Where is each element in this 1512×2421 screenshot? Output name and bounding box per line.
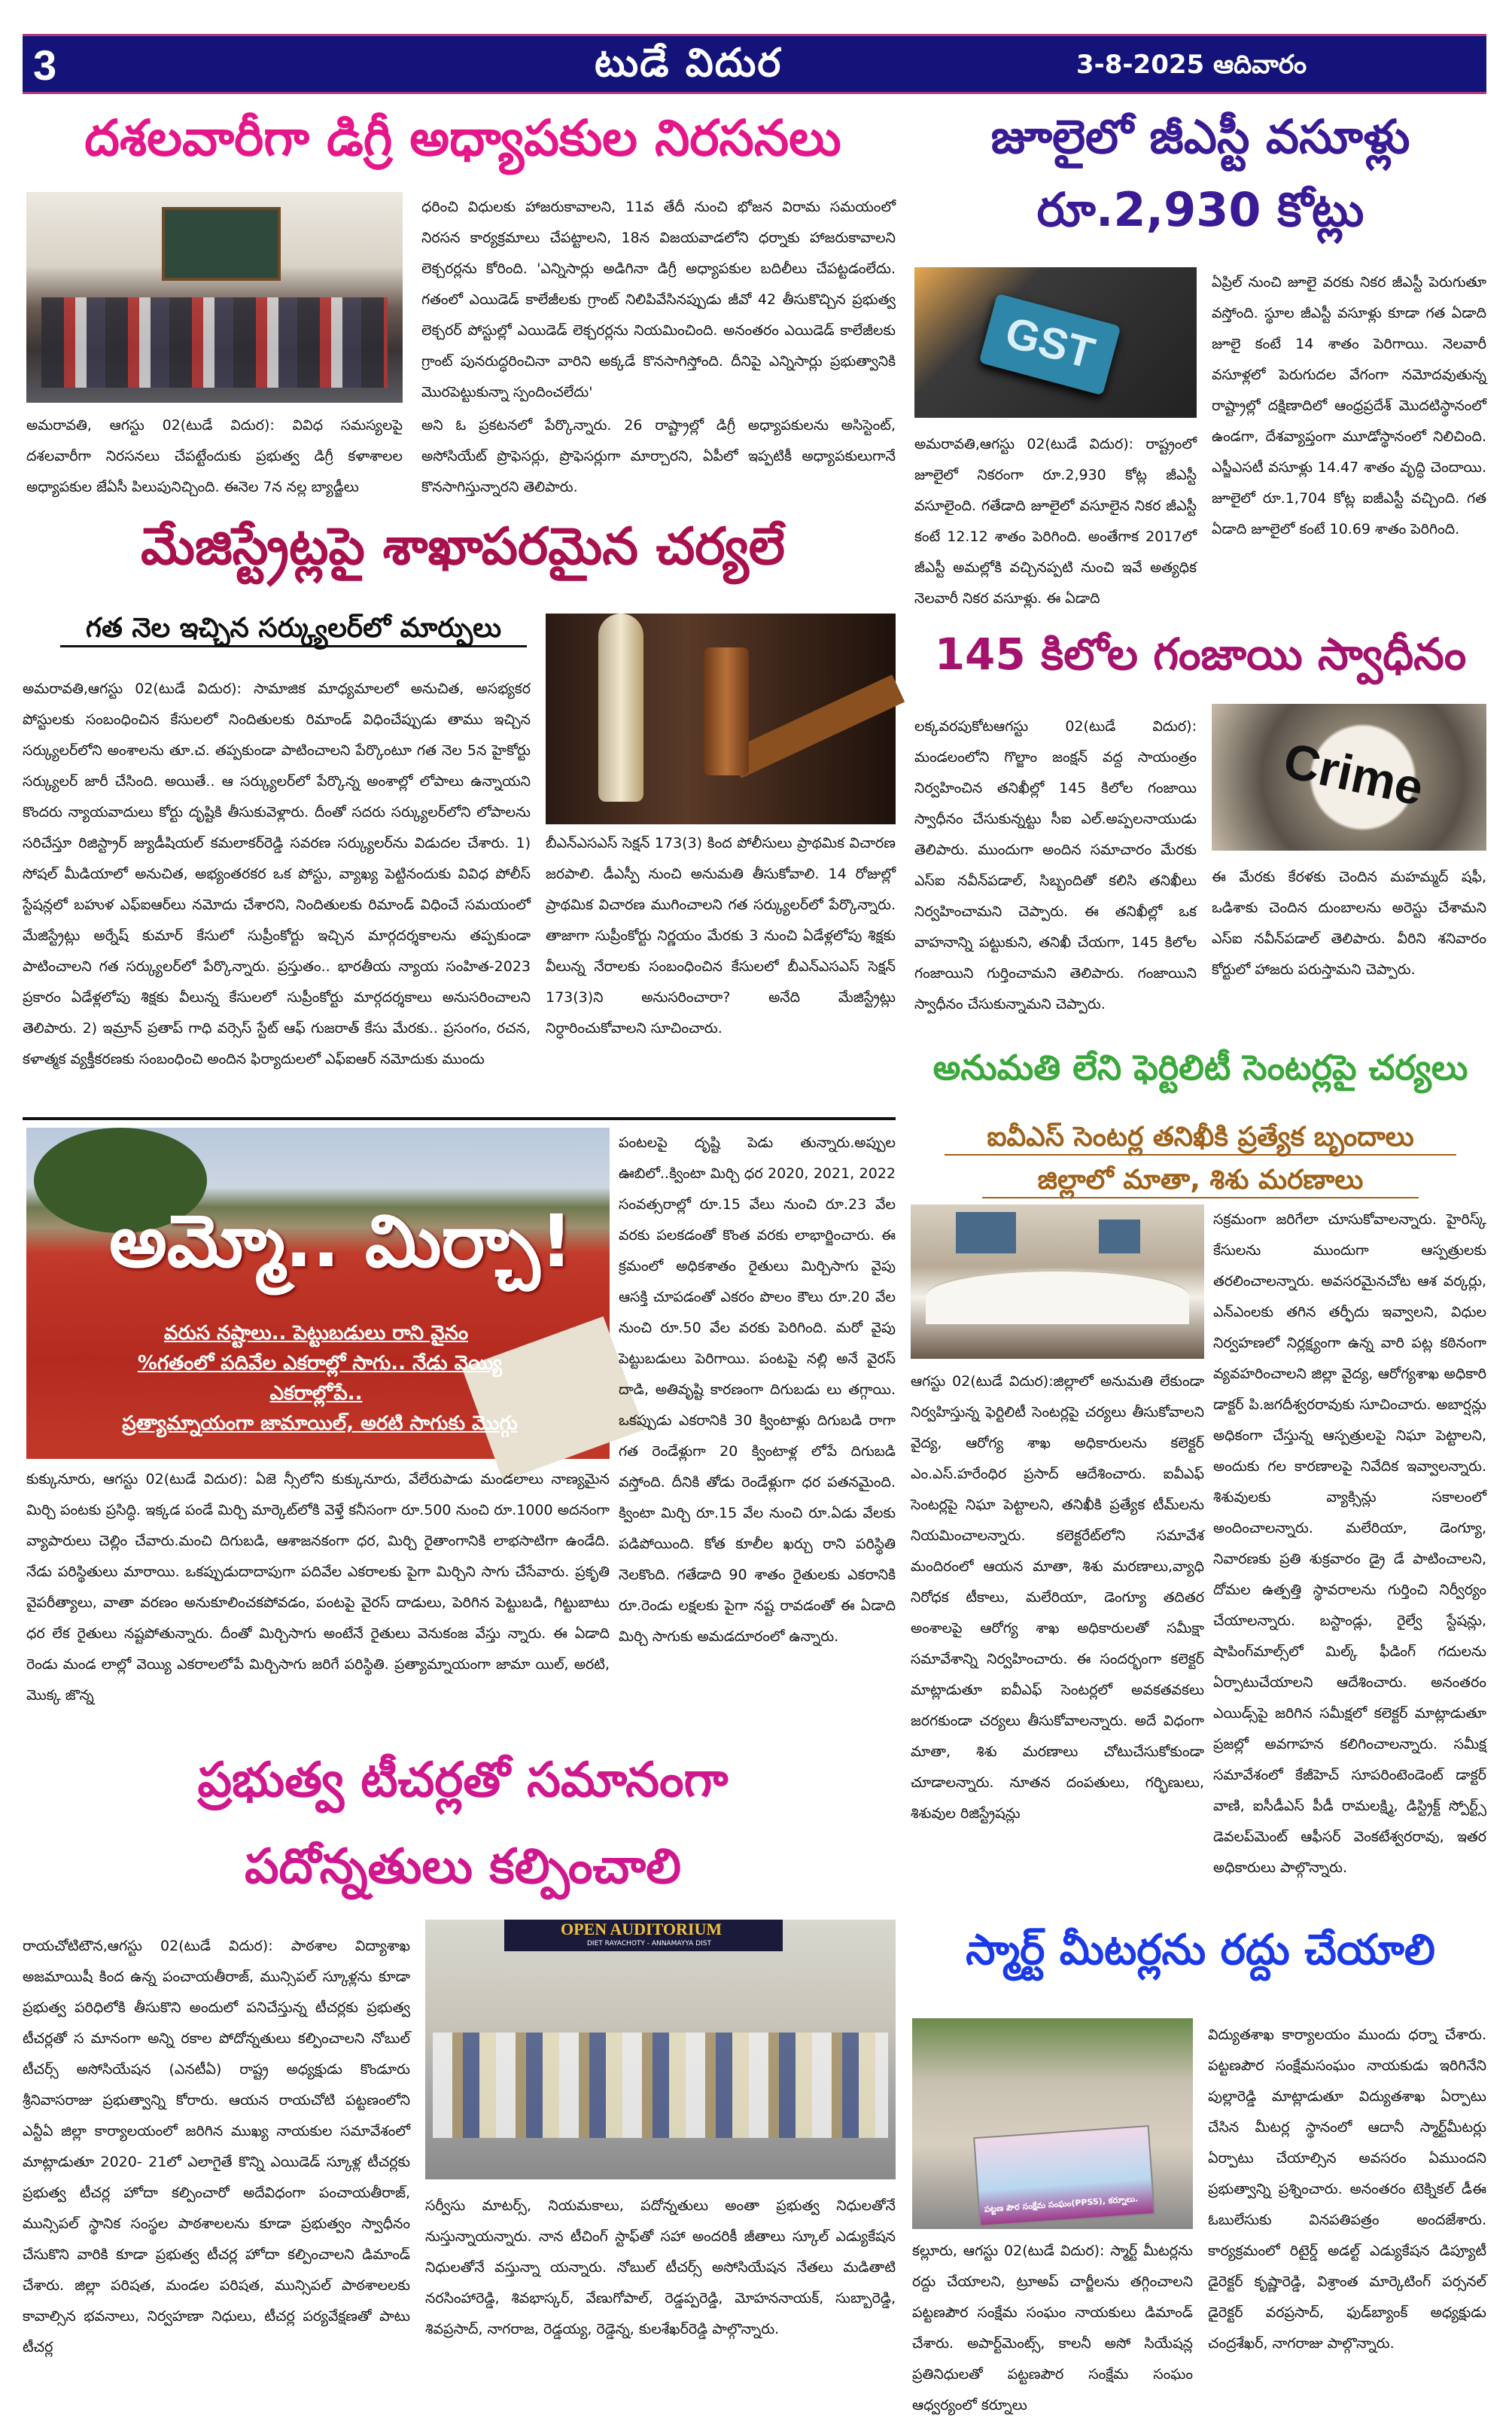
teachers-meeting-photo (425, 1920, 896, 2179)
conference-table (926, 1268, 1189, 1324)
screen (1099, 1220, 1140, 1253)
feature-headline: అమ్మో.. మిర్చా! (109, 1199, 573, 1284)
auditorium-sign (504, 1920, 783, 1951)
lady-justice-statue (598, 614, 643, 802)
subheadline: ఐవీఎస్ సెంటర్ల తనిఖీకి ప్రత్యేక బృందాలు (945, 1120, 1456, 1156)
article-text: అమరావతి,ఆగస్టు 02(టుడే విదుర): రాష్ట్రంలో జూలైలో నికరంగా రూ.2,930 కోట్ల జీఎస్టీ వసూలైంది. గతేడాది జూలైలో వసూలైన నికర జీఎస్టీ కంటే 12.12 శాతం పెరిగింది. అంతేగాక 2017లో జీఎస్టీ అమల్లోకి వచ్చినప్పటి నుంచి ఇవే అత్యధిక నెలవారీ నికర వసూళ్లు. ఈ ఏడాది (914, 436, 1197, 607)
article-text: సర్వీసు మాటర్స్, నియమకాలు, పదోన్నతులు అంతా ప్రభుత్వ నిధులతోనే నుస్తున్నాయన్నారు. నాన టీచింగ్ స్టాఫ్‌తో సహా అందరికీ జీతాలు స్కూల్ ఎడ్యుకేషన నిధులతోనే వస్తున్నా యన్నారు. నోబుల్ టీచర్స్ అసోసియేషన నేతలు మడితాటి నరసింహారెడ్డి, శివభాస్కర్, వేణుగోపాల్, రెడ్డప్పరెడ్డి, మోహననాయక్, సుబ్బారెడ్డి, శివప్రసాద్, నాగరాజ, రెడ్డయ్య, రెడ్డెన్న, కులశేఖర్‌రెడ్డి పాల్గొన్నారు. (425, 2197, 896, 2337)
article-text: అని ఓ ప్రకటనలో పేర్కొన్నారు. 26 రాష్ట్రాల్లో డిగ్రీ అధ్యాపకులను అసిస్టెంట్, అసోసియేట్ ప్రొఫెసర్లు, ప్రొఫెసర్లుగా మార్చారని, ఏపీలో ఇప్పటికీ అధ్యాపకులుగానే కొనసాగిస్తున్నారని తెలిపారు. (421, 417, 896, 495)
article-text: ధరించి విధులకు హాజరుకావాలని, 11వ తేదీ నుంచి భోజన విరామ సమయంలో నిరసన కార్యక్రమాలు చేపట్టాలని, 18న విజయవాడలోని ధర్నాకు హాజరుకావాలని లెక్చరర్లను కోరింది. 'ఎన్నిసార్లు అడిగినా డిగ్రీ అధ్యాపకుల బదిలీలు చేపట్టడంలేదు. గతంలో ఎయిడెడ్ కాలేజీలకు గ్రాంట్ నిలిపివేసినప్పుడు జీవో 42 తీసుకొచ్చిన ప్రభుత్వ లెక్చరర్ పోస్టుల్లో ఎయిడెడ్ లెక్చరర్లను నియమించింది. అనంతరం ఎయిడెడ్ కాలేజీలకు గ్రాంట్ పునరుద్ధరించినా వారిని అక్కడే కొనసాగిస్తోంది. దీనిపై ఎన్నిసార్లు ప్రభుత్వానికి మొరపెట్టుకున్నా స్పందించలేదు' (421, 199, 896, 400)
article-text: పంటలపై దృష్టి పెడు తున్నారు.అప్పుల ఊబిలో..క్వింటా మిర్చి ధర 2020, 2021, 2022 సంవత్సరాల్లో రూ.15 వేలు నుంచి రూ.23 వేల వరకు పలకడంతో కొంత వరకు లాభార్జించారు. ఈ క్రమంలో అధికశాతం రైతులు మిర్చిసాగు వైపు ఆసక్తి చూపడంతో ఎకరం పొలం కౌలు రూ.20 వేల నుంచి రూ.50 వేల వరకు పెరిగింది. మరో వైపు పెట్టుబడులు పెరిగాయి. పంటపై నల్లి అనే వైరస్ దాడి, అతివృష్టి కారణంగా దిగుబడు లు తగ్గాయి. ఒకప్పుడు ఎకరానికి 30 క్వింటాళ్లు దిగుబడి రాగా గత రెండేళ్లుగా 20 క్వింటాళ్ల లోపే దిగుబడి వస్తోంది. దీనికి తోడు రెండేళ్లుగా ధర పతనమైంది. క్వింటా మిర్చి రూ.15 వేల నుంచి రూ.ఏడు వేలకు పడిపోయింది. కోత కూలీల ఖర్చు రాని పరిస్థితి నెలకొంది. గతేడాది 90 శాతం రైతులకు ఎకరానికి రూ.రెండు లక్షలకు పైగా నష్ట రావడంతో ఈ ఏడాది మిర్చి సాగుకు అమడదూరంలో ఉన్నారు. (619, 1134, 896, 1645)
headline: దశలవారీగా డిగ్రీ అధ్యాపకుల నిరసనలు (84, 109, 841, 167)
article-text: అమరావతి,ఆగస్టు 02(టుడే విదుర): సామాజిక మాధ్యమాలలో అనుచిత, అసభ్యకర పోస్టులకు సంబంధించిన కేసులలో నిందితులకు రిమాండ్ విధించేప్పుడు తాము ఇచ్చిన సర్క్యులర్‌లోని అంశాలను తూ.చ. తప్పకుండా పాటించాలని పేర్కొంటూ గత నెల 5న హైకోర్టు సర్క్యులర్ జారీ చేసింది. అయితే.. ఆ సర్క్యులర్‌లో పేర్కొన్న అంశాల్లో లోపాలు ఉన్నాయని కొందరు న్యాయవాదులు కోర్టు దృష్టికి తీసుకువెళ్లారు. దీంతో సదరు సర్క్యులర్‌లోని లోపాలను సరిచేస్తూ రిజిస్ట్రార్ జ్యుడీషియల్ కమలాకర్‌రెడ్డి సవరణ సర్క్యులర్‌ను విడుదల చేశారు. 1) సోషల్ మీడియాలో అనుచిత, అభ్యంతరకర ఒక పోస్టు, వ్యాఖ్య పెట్టినందుకు వివిధ పోలీస్ స్టేషన్లలో బహుళ ఎఫ్ఐఆర్‌లు నమోదు చేశారని, నిందితులకు రిమాండ్ విధించే సమయంలో మేజిస్ట్రేట్లు అర్నేష్ కుమార్ కేసులో సుప్రీంకోర్టు ఇచ్చిన మార్గదర్శకాలను తప్పకుండా పాటించాలని గత సర్క్యులర్‌లో పేర్కొన్నారు. ప్రస్తుతం.. భారతీయ న్యాయ సంహిత-2023 ప్రకారం ఏడేళ్లలోపు శిక్షకు వీలున్న కేసులలో సుప్రీంకోర్టు మార్గదర్శకాలు అనుసరించాలని తెలిపారు. 2) ఇమ్రాన్ ప్రతాప్ గాధి వర్సెస్ స్టేట్ ఆఫ్ గుజరాత్ కేసు మేరకు.. ప్రసంగం, రచన, కళాత్మక వ్యక్తీకరణకు సంబంధించి అందిన ఫిర్యాదులలో ఎఫ్ఐఆర్ నమోదుకు ముందు (23, 681, 531, 1067)
headline: జూలైలో జీఎస్టీ వసూళ్లు (990, 109, 1410, 164)
article-text: కుక్కునూరు, ఆగస్టు 02(టుడే విదుర): ఏజె న్సీలోని కుక్కునూరు, వేలేరుపాడు మండలాలు నాణ్యమైన మిర్చి పంటకు ప్రసిద్ధి. ఇక్కడ పండే మిర్చి మార్కెట్‌లోకి వెళ్తే కనీసంగా రూ.500 నుంచి రూ.1000 అదనంగా వ్యాపారులు చెల్లిం చేవారు.మంచి దిగుబడి, ఆశాజనకంగా ధర, మిర్చి రైతాంగానికి లాభసాటిగా ఉండేది. నేడు పరిస్థితులు మారాయి. ఒకప్పుడుదాదాపుగా పదివేల ఎకరాలకు పైగా మిర్చిని సాగు చేసేవారు. ప్రకృతి వైపరీత్యాలు, వాతా వరణం అనుకూలించకపోవడం, పంటపై వైరస్ దాడులు, పెరిగిన పెట్టుబడి, గిట్టుబాటు ధర లేక రైతులు నష్టపోతున్నారు. దీంతో మిర్చిసాగు అంటేనే రైతులు వెనుకంజ వేస్తు న్నారు. ఈ ఏడాది రెండు మండ లాల్లో వెయ్యి ఎకరాలలోపే మిర్చిసాగు జరిగే పరిస్థితి. ప్రత్యామ్నాయంగా జామా యిల్, అరటి, మొక్క జొన్న (26, 1471, 610, 1704)
group-of-teachers (433, 2033, 888, 2138)
crime-handcuffs-photo (1212, 704, 1486, 851)
review-meeting-photo (911, 1204, 1204, 1359)
article-text: విద్యుతశాఖ కార్యాలయం ముందు ధర్నా చేశారు. పట్టణపౌర సంక్షేమసంఘం నాయకుడు ఇరిగినేని పుల్లారెడ్డి మాట్లాడుతూ విద్యుతశాఖ ఏర్పాటు చేసిన మీటర్ల స్థానంలో ఆదానీ స్మార్ట్‌మీటర్లు ఏర్పాటు చేయాల్సిన అవసరం ఏముందని ప్రభుత్వాన్ని ప్రశ్నించారు. అనంతరం టెక్నికల్ డీఈ ఓబులేసుకు వినపతిపత్రం అందజేశారు. కార్యక్రమంలో రిటైర్డ్ అడల్ట్ ఎడ్యుకేషన డిప్యూటీ డైరెక్టర్ కృష్ణారెడ్డి, విశ్రాంత మార్కెటింగ్ పర్సనల్ డైరెక్టర్ వరప్రసాద్, ఫుడ్‌బ్యాంక్ అధ్యక్షుడు చంద్రశేఖర్, నాగరాజు పాల్గొన్నారు. (1208, 2027, 1486, 2352)
headline: ప్రభుత్వ టీచర్లతో సమానంగా (197, 1753, 729, 1808)
article-text: ఏప్రిల్ నుంచి జూలై వరకు నికర జీఎస్టీ పెరుగుతూ వస్తోంది. స్థూల జీఎస్టీ వసూళ్లు కూడా గత ఏడాది జూలై కంటే 14 శాతం పెరిగాయి. నెలవారీ వసూళ్లలో పెరుగుదల వేగంగా నమోదవుతున్న రాష్ట్రాల్లో దక్షిణాదిలో ఆంధ్రప్రదేశ్ మొదటిస్థానంలో ఉండగా, దేశవ్యాప్తంగా మూడోస్థానంలో నిలిచింది. ఎస్జీఎసటీ వసూళ్లు 14.47 శాతం వృద్ధి చెందాయి. జూలైలో రూ.1,704 కోట్ల ఐజీఎస్టీ వచ్చింది. గత ఏడాది జూలైలో కంటే 10.69 శాతం పెరిగింది. (1212, 274, 1486, 537)
protest-banner (973, 2125, 1155, 2227)
headline: 145 కిలోల గంజాయి స్వాధీనం (934, 629, 1467, 680)
gst-key-photo (914, 267, 1197, 418)
banner-text: పట్టణ పౌర సంక్షేమ సంఘం(PPSS), కర్నూలు. (984, 2194, 1139, 2215)
headline: పదోన్నతులు కల్పించాలి (245, 1839, 681, 1895)
deck-line: వరుస నష్టాలు.. పెట్టుబడులు రాని వైనం (163, 1322, 469, 1344)
headline: మేజిస్ట్రేట్లపై శాఖాపరమైన చర్యలే (141, 517, 785, 577)
red-chilli-field-photo (26, 1128, 610, 1459)
protest-photo (912, 2018, 1193, 2229)
article-text: బీఎన్ఎసఎస్ సెక్షన్ 173(3) కింద పోలీసులు ప్రాథమిక విచారణ జరపాలి. డీఎస్పీ నుంచి అనుమతి తీసుకోవాలి. 14 రోజుల్లో ప్రాథమిక విచారణ ముగించాలని గత సర్క్యులర్‌లో పేర్కొన్నారు. తాజాగా సుప్రీంకోర్టు నిర్ణయం మేరకు 3 నుంచి ఏడేళ్లలోపు శిక్షకు వీలున్న నేరాలకు సంబంధించిన కేసులలో బీఎన్ఎసఎస్ సెక్షన్ 173(3)ని అనుసరించారా? అనేది మేజిస్ట్రేట్లు నిర్ధారించుకోవాలని సూచించారు. (546, 835, 896, 1037)
deck-line: ఎకరాల్లోపే.. (269, 1382, 363, 1405)
deck-line: %గతంలో పదివేల ఎకరాల్లో సాగు.. నేడు వెయ్యి (137, 1352, 503, 1375)
issue-date: 3-8-2025 ఆదివారం (1076, 50, 1307, 80)
gavel-handle (729, 675, 905, 778)
auditorium-sign-text: OPEN AUDITORIUM (561, 1920, 723, 1938)
article-text: సక్రమంగా జరిగేలా చూసుకోవాలన్నారు. హైరిస్క్ కేసులను ముందుగా ఆస్పత్రులకు తరలించాలన్నారు. అవసరమైనచోట ఆశ వర్కర్లు, ఎన్ఎంలకు తగిన తర్ఫీదు ఇవ్వాలని, విధుల నిర్వహణలో నిర్లక్ష్యంగా ఉన్న వారి పట్ల కఠినంగా వ్యవహరించాలని జిల్లా వైద్య, ఆరోగ్యశాఖ అధికారి డాక్టర్ పి.జగదీశ్వరరావుకు సూచించారు. అబార్షన్లు అధికంగా చేస్తున్న ఆస్పత్రులపై నిఘా పెట్టాలని, అందుకు గల కారణాలపై నివేదిక ఇవ్వాలన్నారు. శిశువులకు వ్యాక్సిన్లు సకాలంలో అందించాలన్నారు. మలేరియా, డెంగ్యూ, నివారణకు ప్రతి శుక్రవారం డ్రై డే పాటించాలని, దోమల ఉత్పత్తి స్థావరాలను గుర్తించి నిర్వీర్యం చేయాలన్నారు. బస్టాండ్లు, రైల్వే స్టేషన్లు, షాపింగ్‌మాల్స్‌లో మిల్క్ ఫీడింగ్ గదులను ఏర్పాటుచేయాలని ఆదేశించారు. అనంతరం ఎయిడ్స్‌పై జరిగిన సమీక్షలో కలెక్టర్ మాట్లాడుతూ ప్రజల్లో అవగాహన కలిగించాలన్నారు. సమీక్ష సమావేశంలో కేజీహెచ్ సూపరింటెండెంట్ డాక్టర్ వాణి, ఐసీడీఎస్ పీడీ రామలక్ష్మి, డిస్ట్రిక్ట్ స్పోర్ట్స్ డెవలప్‌మెంట్ ఆఫీసర్ వెంకటేశ్వరరావు, ఇతర అధికారులు పాల్గొన్నారు. (1213, 1211, 1486, 1876)
subheadline: జిల్లాలో మాతా, శిశు మరణాలు (982, 1163, 1419, 1198)
headline: అనుమతి లేని ఫెర్టిలిటీ సెంటర్లపై చర్యలు (932, 1047, 1468, 1088)
page-number: 3 (33, 41, 57, 89)
headline-amount: రూ.2,930 కోట్లు (1036, 182, 1364, 237)
article-text: రాయచోటిటౌన,ఆగస్టు 02(టుడే విదుర): పాఠశాల విద్యాశాఖ అజమాయిషీ కింద ఉన్న పంచాయతీరాజ్, మున్సిపల్ స్కూళ్లను కూడా ప్రభుత్వ పరిధిలోకి తీసుకొని అందులో పనిచేస్తున్న టీచర్లకు ప్రభుత్వ టీచర్లతో స మానంగా అన్ని రకాల పోదోన్నతులు కల్పించాలని నోబుల్ టీచర్స్ అసోసియేషన (ఎనటీఏ) రాష్ట్ర అధ్యక్షుడు కొండూరు శ్రీనివాసరాజు ప్రభుత్వాన్ని కోరారు. ఆయన రాయచోటి పట్టణంలోని ఎన్టీఏ జిల్లా కార్యాలయంలో జరిగిన ముఖ్య నాయకుల సమావేశంలో మాట్లాడుతూ 2020- 21లో ఎలాగైతే కొన్ని ఎయిడెడ్ స్కూళ్ల టీచర్లకు ప్రభుత్వ టీచర్ల హోదా కల్పించారో అదేవిధంగా పంచాయతీరాజ్, మున్సిపల్ స్థానిక సంస్థల పాఠశాలలను కూడా ప్రభుత్వం స్వాధీనం చేసుకొని వారికి కూడా ప్రభుత్వ టీచర్ల హోదా కల్పించాలని డిమాండ్ చేశారు. జిల్లా పరిషత, మండల పరిషత, మున్సిపల్ పాఠశాలలకు కావాల్సిన భవనాలు, నిర్వహణా నిధులు, టీచర్ల పర్యవేక్షణతో పాటు టీచర్ల (23, 1938, 410, 2356)
article-text: ఈ మేరకు కేరళకు చెందిన మహమ్మద్ షఫీ, ఒడిశాకు చెందిన దుంబాలను అరెస్టు చేశామని ఎస్ఐ నవీన్‌పడాల్ తెలిపారు. వీరిని శనివారం కోర్టులో హాజరు పరుస్తామని చెప్పారు. (1212, 869, 1486, 978)
justice-gavel-photo (546, 614, 896, 824)
article-text: అమరావతి, ఆగస్టు 02(టుడే విదుర): వివిధ సమస్యలపై దశలవారీగా నిరసనలు చేపట్టేందుకు ప్రభుత్వ డిగ్రీ కళాశాలల అధ్యాపకుల జేఏసీ పిలుపునిచ్చింది. ఈనెల 7న నల్ల బ్యాడ్జీలు (26, 417, 403, 495)
newspaper-name: టుడే విదుర (595, 41, 783, 86)
classroom-photo (26, 192, 403, 403)
subheadline: గత నెల ఇచ్చిన సర్క్యులర్‌లో మార్పులు (60, 611, 527, 647)
screen (956, 1212, 1016, 1253)
article-text: కల్లూరు, ఆగస్టు 02(టుడే విదుర): స్మార్ట్ మీటర్లను రద్దు చేయాలని, ట్రూఅప్ చార్జీలను తగ్గించాలని పట్టణపౌర సంక్షేమ సంఘం నాయకులు డిమాండ్ చేశారు. అపార్ట్‌మెంట్స్, కాలనీ అసో సియేషన్ల ప్రతినిధులతో పట్టణపౌర సంక్షేమ సంఘం ఆధ్వర్యంలో కర్నూలు (912, 2243, 1193, 2413)
masthead (23, 34, 1486, 94)
gst-key-label: GST (1000, 307, 1100, 379)
headline: స్మార్ట్ మీటర్లను రద్దు చేయాలి (966, 1926, 1435, 1975)
article-text: లక్కవరపుకోటఆగస్టు 02(టుడే విదుర): మండలంలోని గొల్జాం జంక్షన్ వద్ద సాయంత్రం నిర్వహించిన తనిఖీల్లో 145 కిలోల గంజాయి స్వాధీనం చేసుకున్నట్టు సీఐ ఎల్.అప్పలనాయుడు తెలిపారు. ముందుగా అందిన సమాచారం మేరకు ఎస్ఐ నవీన్‌పడాల్, సిబ్బందితో కలిసి తనిఖీలు నిర్వహించామని చెప్పారు. ఈ తనిఖీల్లో ఒక వాహనాన్ని పట్టుకుని, తనిఖీ చేయగా, 145 కిలోల గంజాయిని గుర్తించామని తెలిపారు. గంజాయిని స్వాధీనం చేసుకున్నామని చెప్పారు. (914, 718, 1197, 1013)
blackboard (162, 207, 281, 281)
deck-line: ప్రత్యామ్నాయంగా జామాయిల్, అరటి సాగుకు మొగ్గు (122, 1412, 518, 1435)
gst-key (979, 294, 1121, 396)
students (41, 297, 388, 388)
auditorium-sign-subtext: DIET RAYACHOTY - ANNAMAYYA DIST (587, 1940, 711, 1947)
article-text: ఆగస్టు 02(టుడే విదుర):జిల్లాలో అనుమతి లేకుండా నిర్వహిస్తున్న ఫెర్టిలిటీ సెంటర్లపై చర్యలు తీసుకోవాలని వైద్య, ఆరోగ్య శాఖ అధికారులను కలెక్టర్ ఎం.ఎస్.హరేంధిర ప్రసాద్ ఆదేశించారు. ఐవీఎఫ్ సెంటర్లపై నిఘా పెట్టాలని, తనిఖీకి ప్రత్యేక టీమ్‌లను నియమించాలన్నారు. కలెక్టరేట్‌లోని సమావేశ మందిరంలో ఆయన మాతా, శిశు మరణాలు,వ్యాధి నిరోధక టీకాలు, మలేరియా, డెంగ్యూ తదితర అంశాలపై ఆరోగ్య శాఖ అధికారులతో సమీక్షా సమావేశాన్ని నిర్వహించారు. ఈ సందర్భంగా కలెక్టర్ మాట్లాడుతూ ఐవీఎఫ్ సెంటర్లలో అవకతవకలు జరగకుండా చర్యలు తీసుకోవాలన్నారు. అదే విధంగా మాతా, శిశు మరణాలు చోటుచేసుకోకుండా చూడాలన్నారు. నూతన దంపతులు, గర్భిణులు, శిశువుల రిజిస్ట్రేషన్లు (911, 1373, 1204, 1822)
gavel-head (704, 647, 749, 775)
section-divider (23, 1117, 896, 1120)
crime-label: Crime (1279, 732, 1428, 816)
